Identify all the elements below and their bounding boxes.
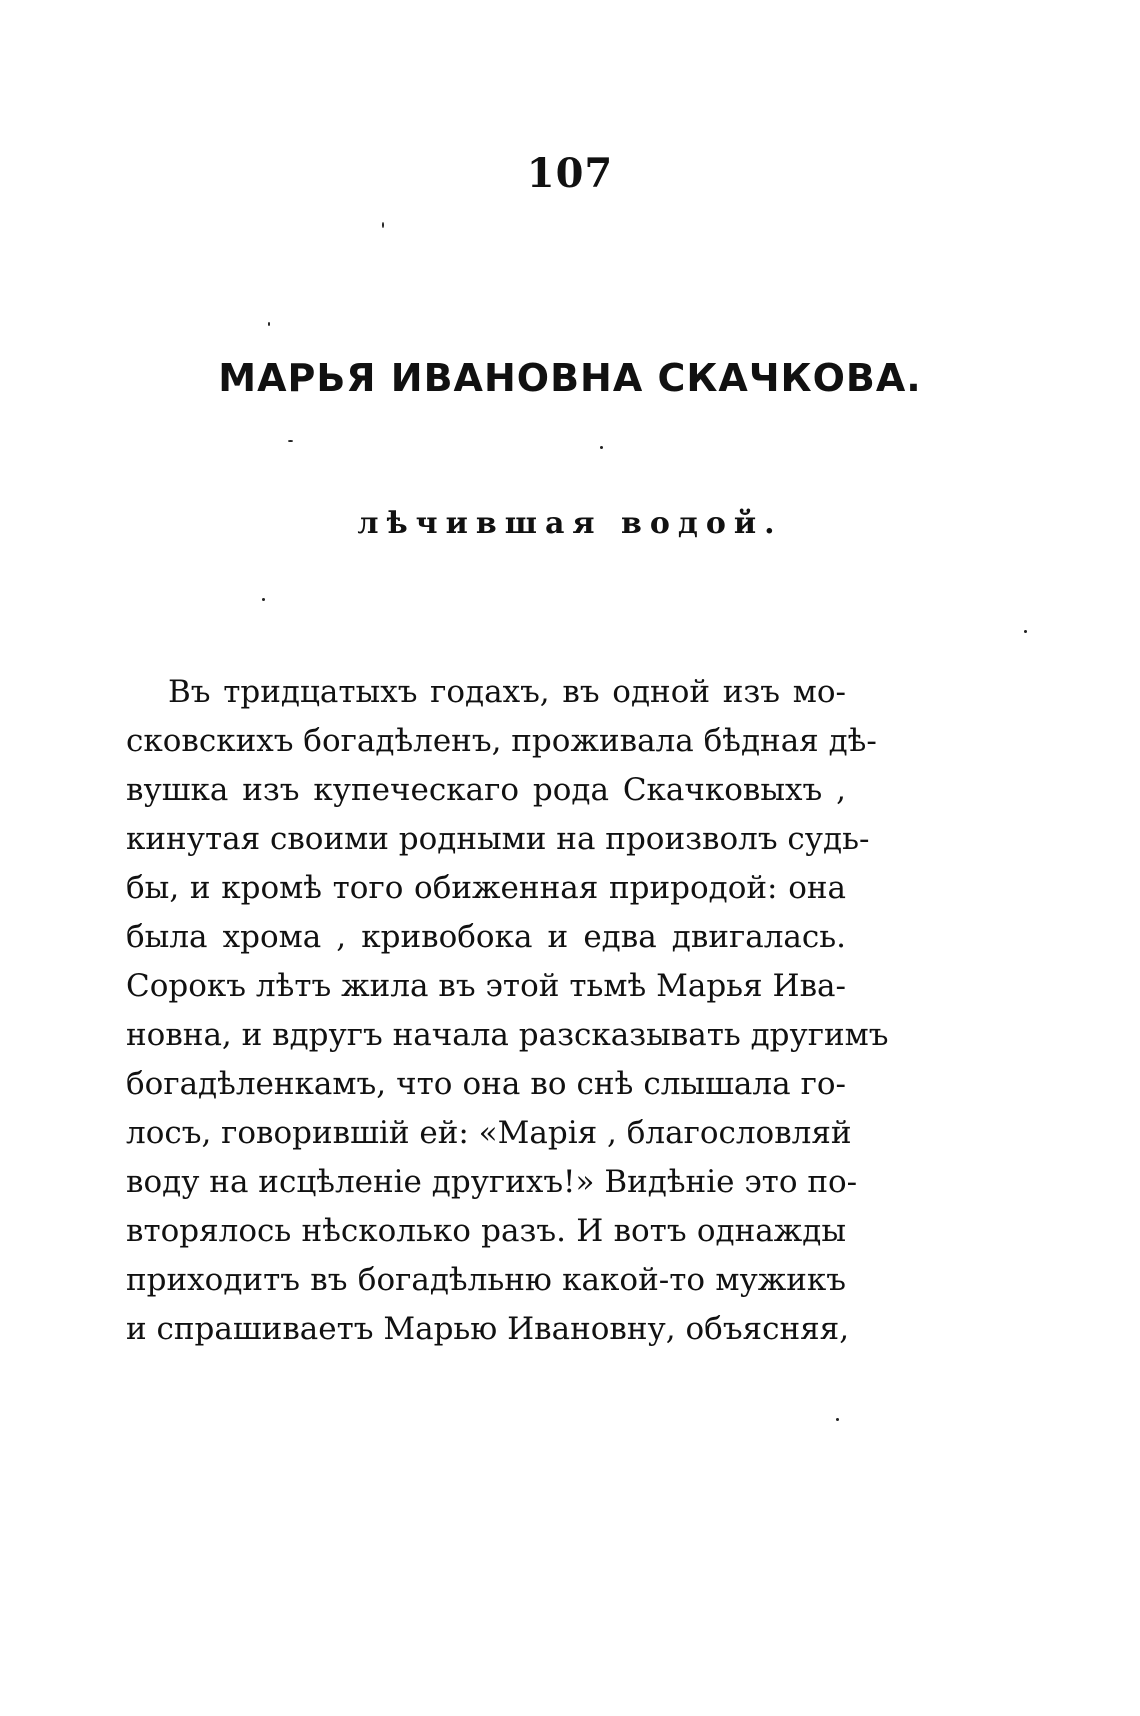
text-line: была хрома , кривобока и едва двигалась. bbox=[126, 919, 846, 955]
print-speck bbox=[268, 322, 270, 326]
text-line: Въ тридцатыхъ годахъ, въ одной изъ мо- bbox=[168, 674, 846, 710]
text-line: сковскихъ богадѣленъ, проживала бѣдная дѣ- bbox=[126, 723, 877, 759]
text-line: воду на исцѣленіе другихъ!» Видѣніе это по- bbox=[126, 1164, 858, 1200]
text-line: Сорокъ лѣтъ жила въ этой тьмѣ Марья Ива- bbox=[126, 968, 846, 1004]
page-number: 107 bbox=[526, 150, 614, 197]
text-line: кинутая своими родными на произволъ судь- bbox=[126, 821, 870, 857]
text-line: лосъ, говорившій ей: «Марія , благословляй bbox=[126, 1115, 852, 1151]
chapter-title: МАРЬЯ ИВАНОВНА СКАЧКОВА. bbox=[218, 356, 922, 400]
text-line: вушка изъ купеческаго рода Скачковыхъ , bbox=[126, 772, 846, 808]
print-speck bbox=[288, 440, 293, 442]
text-line: новна, и вдругъ начала разсказывать другимъ bbox=[126, 1017, 889, 1053]
text-line: вторялось нѣсколько разъ. И вотъ однажды bbox=[126, 1213, 846, 1249]
text-line: и спрашиваетъ Марью Ивановну, объясняя, bbox=[126, 1311, 850, 1347]
print-speck bbox=[262, 598, 265, 601]
text-line: приходитъ въ богадѣльню какой-то мужикъ bbox=[126, 1262, 846, 1298]
chapter-subtitle: лѣчившая водой. bbox=[357, 506, 783, 541]
print-speck bbox=[600, 446, 603, 449]
print-speck bbox=[382, 222, 384, 228]
print-speck bbox=[836, 1418, 839, 1421]
print-speck bbox=[1024, 630, 1027, 633]
text-line: бы, и кромѣ того обиженная природой: она bbox=[126, 870, 846, 906]
text-line: богадѣленкамъ, что она во снѣ слышала го- bbox=[126, 1066, 846, 1102]
body-text bbox=[126, 668, 889, 1354]
